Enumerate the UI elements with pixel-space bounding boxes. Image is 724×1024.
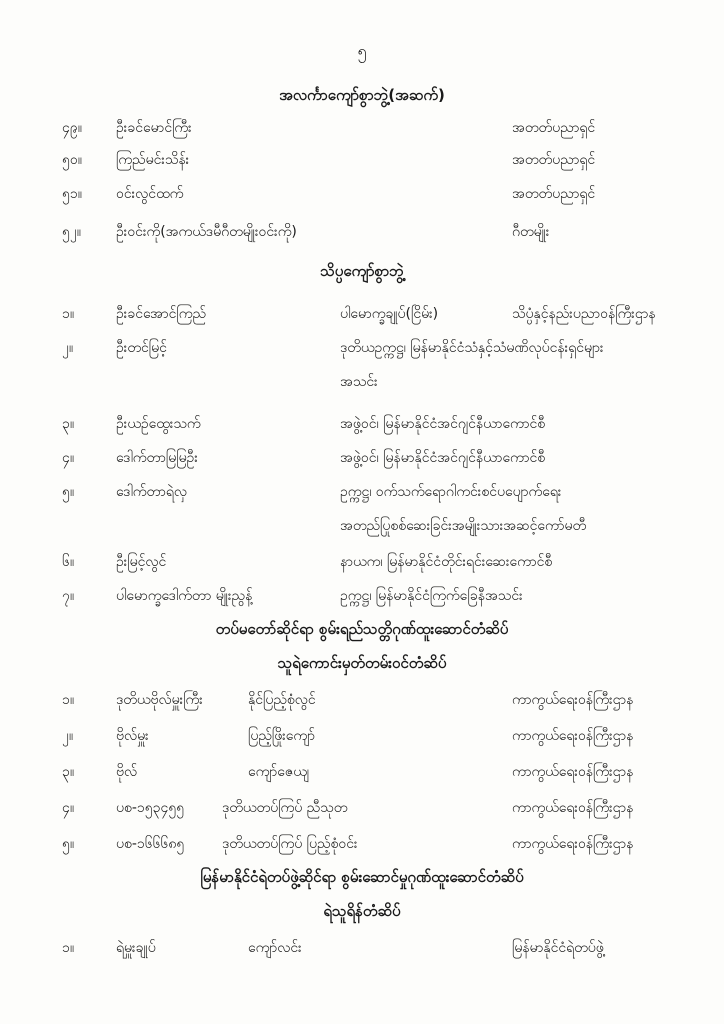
person-ministry: ကာကွယ်ရေးဝန်ကြီးဌာန [512, 692, 634, 708]
item-number: ၇။ [62, 588, 75, 604]
person-organization: သိပ္ပံနှင့်နည်းပညာဝန်ကြီးဌာန [512, 306, 656, 322]
person-ministry: ကာကွယ်ရေးဝန်ကြီးဌာန [512, 800, 634, 816]
item-number: ၅၁။ [62, 186, 82, 202]
person-name: ဝင်းလွင်ထက် [116, 186, 184, 202]
list-item [0, 414, 724, 440]
person-name: ဒုတိယတပ်ကြပ် ပြည့်စုံဝင်း [222, 836, 358, 852]
person-rank: ဗိုလ်မှူး [116, 728, 149, 744]
person-position: အဖွဲ့ဝင်၊ မြန်မာနိုင်ငံအင်ဂျင်နီယာကောင်စီ [340, 450, 546, 466]
person-name: ဒုတိယတပ်ကြပ် ညီသုတ [222, 800, 348, 816]
person-position: အဖွဲ့ဝင်၊ မြန်မာနိုင်ငံအင်ဂျင်နီယာကောင်စီ [340, 416, 546, 432]
person-name: ဦးမြင့်လွင် [116, 554, 167, 570]
list-item [0, 762, 724, 788]
item-number: ၁။ [62, 306, 75, 322]
list-item [0, 184, 724, 210]
item-number: ၁။ [62, 940, 75, 956]
person-rank: ပစ-၁၆၆၆၈၅ [116, 836, 185, 852]
person-role: အတတ်ပညာရှင် [512, 152, 596, 168]
item-number: ၂။ [62, 340, 74, 356]
section-subtitle-yethuyein: ရဲသူရိန်တံဆိပ် [323, 902, 401, 920]
list-item [0, 690, 724, 716]
item-number: ၅။ [62, 484, 75, 500]
person-position: နာယက၊ မြန်မာနိုင်ငံတိုင်းရင်းဆေးကောင်စီ [340, 554, 553, 570]
list-item [0, 482, 724, 508]
position-continuation: အသင်း [340, 374, 378, 390]
person-name: နိုင်ပြည့်စုံလွင် [248, 692, 316, 708]
person-name: ဦးဝင်းကို(အကယ်ဒမီဂီတမျိုးဝင်းကို) [116, 224, 297, 240]
list-item [0, 222, 724, 248]
person-name: ဦးခင်မောင်ကြီး [116, 120, 192, 136]
person-rank: ဒုတိယဗိုလ်မှူးကြီး [116, 692, 203, 708]
person-ministry: ကာကွယ်ရေးဝန်ကြီးဌာန [512, 728, 634, 744]
person-name: ပြည့်ဖြိုးကျော် [248, 728, 316, 744]
person-name: ဒေါက်တာမြမြဦး [116, 450, 198, 466]
person-role: အတတ်ပညာရှင် [512, 120, 596, 136]
list-item [0, 938, 724, 964]
person-name: ဒေါက်တာရဲလှ [116, 484, 188, 500]
list-item [0, 586, 724, 612]
list-item [0, 798, 724, 824]
person-rank: ရဲမှူးချုပ် [116, 940, 156, 956]
person-position: ပါမောက္ခချုပ်(ငြိမ်း) [340, 306, 439, 322]
list-item [0, 552, 724, 578]
item-number: ၆။ [62, 554, 75, 570]
person-ministry: ကာကွယ်ရေးဝန်ကြီးဌာန [512, 836, 634, 852]
person-position: ဒုတိယဥက္ကဋ္ဌ၊ မြန်မာနိုင်ငံသံနှင့်သံမဏိလုပ်ငန်းရှင်များ [340, 340, 604, 356]
list-item [0, 726, 724, 752]
person-name: ပါမောက္ခဒေါက်တာ မျိုးညွန့် [116, 588, 253, 604]
item-number: ၄၉။ [62, 120, 82, 136]
item-number: ၃။ [62, 764, 75, 780]
item-number: ၃။ [62, 416, 75, 432]
person-name: ကြည်မင်းသိန်း [116, 152, 190, 168]
person-ministry: ကာကွယ်ရေးဝန်ကြီးဌာန [512, 764, 634, 780]
section-title-alinkar: အလင်္ကာကျော်စွာဘွဲ့(အဆက်) [279, 86, 445, 104]
item-number: ၅၀။ [62, 152, 82, 168]
person-role: ဂီတမျိုး [512, 224, 550, 240]
person-position: ဥက္ကဋ္ဌ၊ ဝက်သက်ရောဂါကင်းစင်ပပျောက်ရေး [340, 484, 562, 500]
person-name: ဦးတင်မြင့် [116, 340, 167, 356]
item-number: ၅။ [62, 836, 75, 852]
item-number: ၄။ [62, 800, 75, 816]
person-position: ဥက္ကဋ္ဌ၊ မြန်မာနိုင်ငံကြက်ခြေနီအသင်း [340, 588, 523, 604]
list-item [0, 338, 724, 364]
person-rank: ဗိုလ် [116, 764, 138, 780]
item-number: ၄။ [62, 450, 75, 466]
section-subtitle-thuyegaung: သူရဲကောင်းမှတ်တမ်းဝင်တံဆိပ် [277, 654, 447, 672]
section-title-thippa: သိပ္ပကျော်စွာဘွဲ့ [320, 262, 404, 280]
page-number: ၅ [357, 41, 367, 60]
list-item [0, 304, 724, 330]
person-role: အတတ်ပညာရှင် [512, 186, 596, 202]
list-item [0, 448, 724, 474]
section-title-tatmadaw: တပ်မတော်ဆိုင်ရာ စွမ်းရည်သတ္တိဂုဏ်ထူးဆောင်တံဆိပ် [215, 620, 509, 638]
position-continuation: အတည်ပြုစစ်ဆေးခြင်းအမျိုးသားအဆင့်ကော်မတီ [340, 518, 587, 534]
person-name: ကျော်လင်း [248, 940, 302, 956]
list-item [0, 834, 724, 860]
list-item [0, 118, 724, 144]
item-number: ၂။ [62, 728, 74, 744]
person-name: ဦးခင်အောင်ကြည် [116, 306, 206, 322]
item-number: ၅၂။ [62, 224, 81, 240]
person-name: ဦးယဉ်ထွေးသက် [116, 416, 201, 432]
person-organization: မြန်မာနိုင်ငံရဲတပ်ဖွဲ့ [512, 940, 604, 956]
person-name: ကျော်ဇေယျ [248, 764, 310, 780]
item-number: ၁။ [62, 692, 75, 708]
person-rank: ပစ-၁၅၃၄၅၅ [116, 800, 185, 816]
list-item [0, 150, 724, 176]
section-title-police: မြန်မာနိုင်ငံရဲတပ်ဖွဲ့ဆိုင်ရာ စွမ်းဆောင်မှုဂုဏ်ထူးဆောင်တံဆိပ် [200, 868, 524, 886]
